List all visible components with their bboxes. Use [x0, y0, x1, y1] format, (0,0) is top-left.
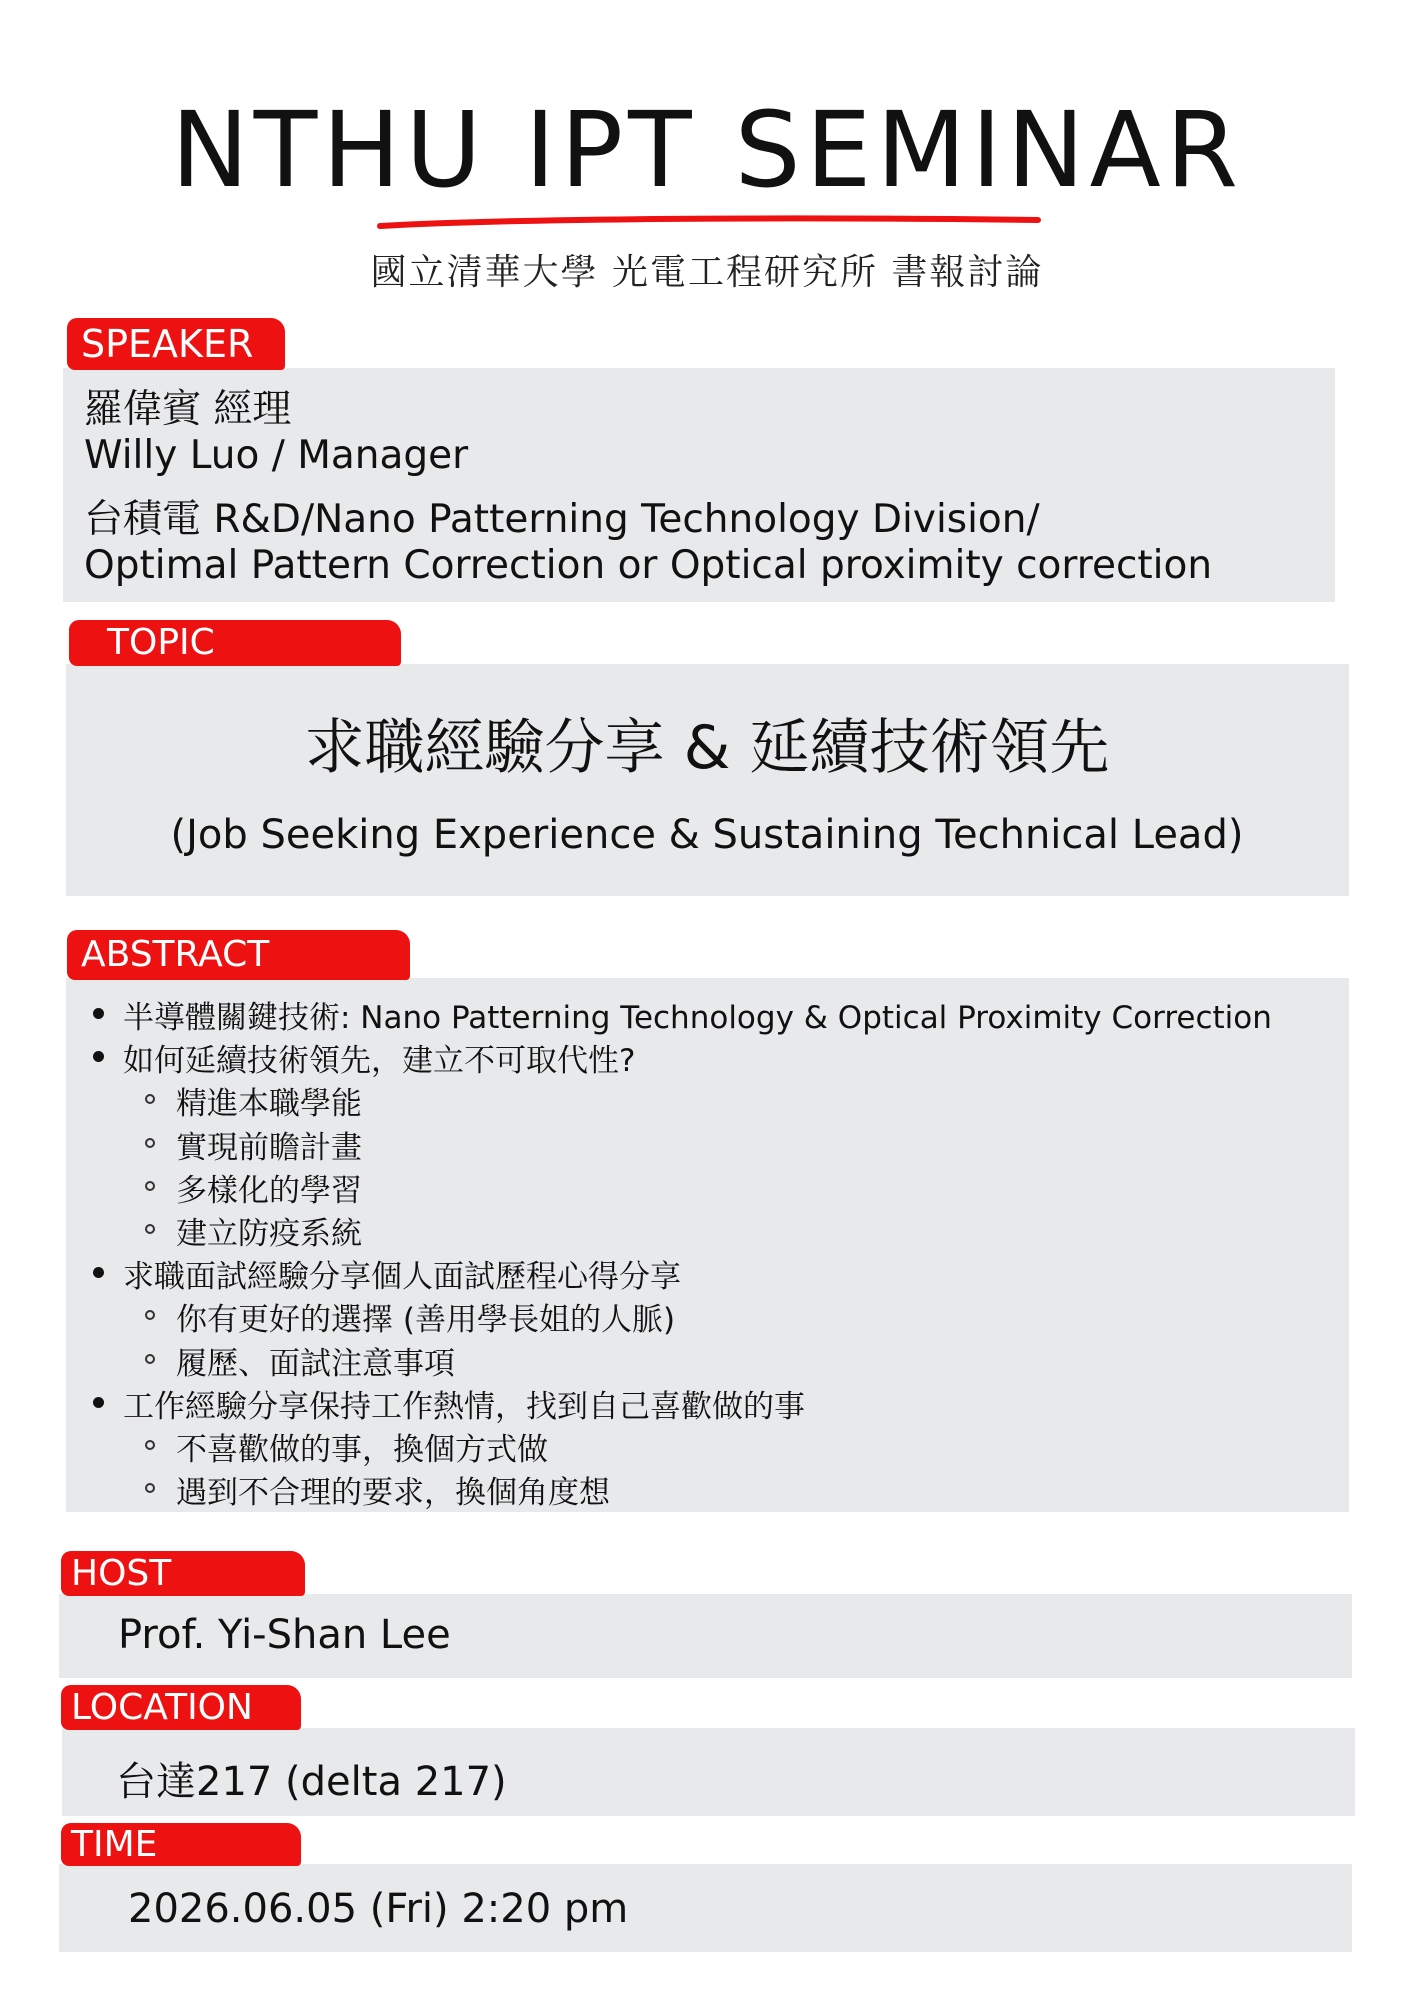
speaker-name-zh: 羅偉賓 經理: [84, 387, 292, 432]
topic-label: TOPIC: [69, 620, 401, 666]
bullet-icon: [93, 1008, 104, 1019]
abstract-item: 實現前瞻計畫: [176, 1129, 362, 1166]
topic-title-zh: 求職經驗分享 & 延續技術領先: [304, 713, 1110, 783]
host-value: Prof. Yi-Shan Lee: [118, 1612, 451, 1658]
circle-bullet-icon: [145, 1354, 155, 1364]
bullet-icon: [93, 1397, 104, 1408]
abstract-item: 你有更好的選擇 (善用學長姐的人脈): [176, 1302, 676, 1339]
topic-title-en: (Job Seeking Experience & Sustaining Technical Lead): [170, 812, 1244, 858]
circle-bullet-icon: [145, 1224, 155, 1234]
abstract-item: 半導體關鍵技術: Nano Patterning Technology & Optical Proximity Correction: [123, 1000, 1272, 1036]
page-subtitle: 國立清華大學 光電工程研究所 書報討論: [370, 252, 1044, 293]
time-value: 2026.06.05 (Fri) 2:20 pm: [128, 1886, 629, 1932]
circle-bullet-icon: [145, 1440, 155, 1450]
speaker-department: Optimal Pattern Correction or Optical proximity correction: [84, 543, 1213, 588]
abstract-item: 履歷、面試注意事項: [176, 1345, 455, 1382]
abstract-item: 不喜歡做的事，換個方式做: [176, 1432, 548, 1468]
abstract-item: 如何延續技術領先，建立不可取代性?: [123, 1043, 636, 1080]
abstract-item: 求職面試經驗分享個人面試歷程心得分享: [123, 1259, 681, 1296]
host-label: HOST: [61, 1551, 305, 1596]
speaker-name-en: Willy Luo / Manager: [84, 433, 469, 478]
abstract-item: 建立防疫系統: [176, 1216, 362, 1252]
abstract-item: 工作經驗分享保持工作熱情，找到自己喜歡做的事: [123, 1388, 805, 1425]
abstract-item: 遇到不合理的要求，換個角度想: [176, 1475, 610, 1512]
circle-bullet-icon: [145, 1138, 155, 1148]
title-underline: [376, 214, 1042, 232]
location-value: 台達217 (delta 217): [116, 1759, 507, 1805]
location-label: LOCATION: [61, 1685, 301, 1730]
abstract-label: ABSTRACT: [67, 930, 410, 980]
page-title: NTHU IPT SEMINAR: [170, 89, 1243, 211]
abstract-item: 多樣化的學習: [176, 1172, 362, 1209]
abstract-item: 精進本職學能: [176, 1086, 362, 1123]
time-label: TIME: [61, 1823, 301, 1866]
circle-bullet-icon: [145, 1181, 155, 1191]
speaker-affiliation: 台積電 R&D/Nano Patterning Technology Division/: [84, 497, 1040, 542]
speaker-label: SPEAKER: [67, 318, 285, 370]
